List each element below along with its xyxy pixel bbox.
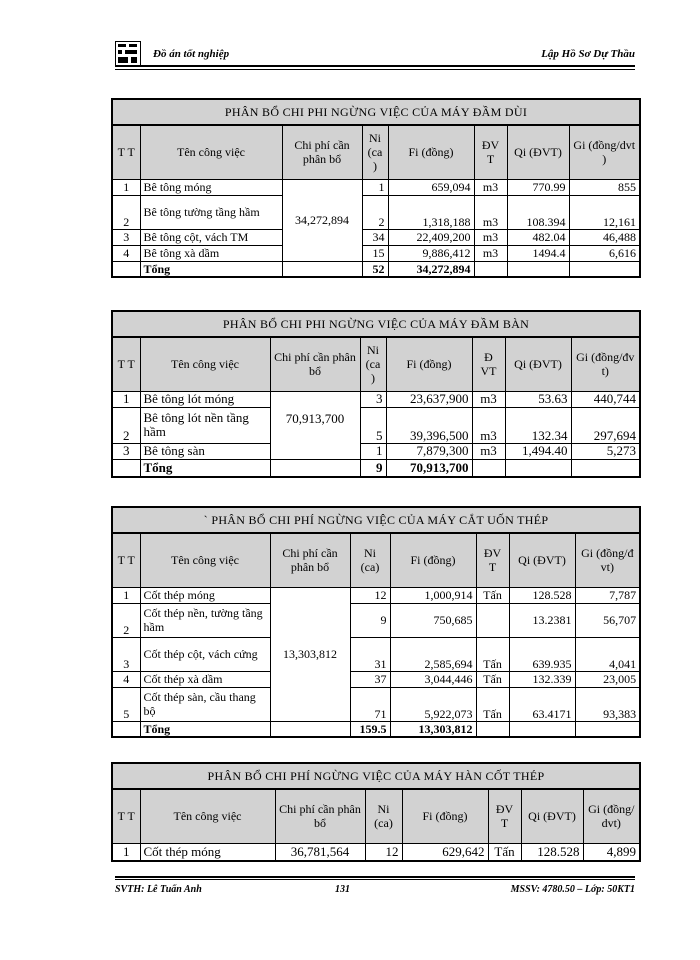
- cell-name: Bê tông sàn: [140, 443, 270, 459]
- col-header-cost: Chi phí cần phân bổ: [270, 533, 350, 587]
- cell-fi: 9,886,412: [388, 245, 474, 261]
- cell-qi: 63.4171: [509, 687, 575, 721]
- cell-gi: 4,899: [583, 843, 640, 861]
- cell-dvt: m3: [474, 229, 507, 245]
- logo: [115, 41, 141, 67]
- cell-tt: 1: [112, 843, 140, 861]
- cell-ni: 37: [350, 671, 390, 687]
- table-row: [112, 603, 640, 637]
- col-header-gi: Gi (đồng/đ vt): [575, 533, 640, 587]
- footer-author: SVTH: Lê Tuấn Anh: [115, 884, 202, 895]
- col-header-cost: Chi phí cần phân bổ: [275, 789, 365, 843]
- col-header-name: Tên công việc: [140, 337, 270, 391]
- cell-qi: 128.528: [521, 843, 583, 861]
- footer-rule: [115, 876, 635, 878]
- table-row: [112, 229, 640, 245]
- cell-qi: 1,494.40: [505, 443, 571, 459]
- cell-gi: 12,161: [569, 195, 640, 229]
- cell-ni: 15: [362, 245, 388, 261]
- col-header-fi: Fi (đồng): [388, 125, 474, 179]
- cell-tt: 3: [112, 229, 140, 245]
- cell-qi: 13.2381: [509, 603, 575, 637]
- cell-dvt: Tấn: [476, 587, 509, 603]
- cell-qi: 53.63: [505, 391, 571, 407]
- cell-tt: 3: [112, 637, 140, 671]
- cell-qi: 770.99: [507, 179, 569, 195]
- cell-name: Cốt thép xà dầm: [140, 671, 270, 687]
- col-header-dvt: ĐV T: [488, 789, 521, 843]
- cell-tt: 3: [112, 443, 140, 459]
- table-han-cot-thep: [111, 762, 641, 862]
- table-row: [112, 587, 640, 603]
- col-header-ni: Ni (ca ): [362, 125, 388, 179]
- cell-qi: 1494.4: [507, 245, 569, 261]
- cell-gi: 7,787: [575, 587, 640, 603]
- cell-cost: 34,272,894: [282, 179, 362, 261]
- table-row: [112, 443, 640, 459]
- col-header-cost: Chi phí cần phân bổ: [270, 337, 360, 391]
- cell-gi: 56,707: [575, 603, 640, 637]
- cell-dvt: m3: [474, 195, 507, 229]
- cell-dvt: Tấn: [476, 671, 509, 687]
- table-title: PHÂN BỔ CHI PHI NGỪNG VIỆC CỦA MÁY ĐẦM BÀN: [112, 311, 640, 337]
- table-title: ` PHÂN BỔ CHI PHÍ NGỪNG VIỆC CỦA MÁY CẮT UỐN THÉP: [112, 507, 640, 533]
- cell-name: Bê tông xà dầm: [140, 245, 282, 261]
- col-header-name: Tên công việc: [140, 533, 270, 587]
- cell-qi: 639.935: [509, 637, 575, 671]
- col-header-qi: Qi (ĐVT): [507, 125, 569, 179]
- cell-name: Bê tông móng: [140, 179, 282, 195]
- cell-ni: 1: [362, 179, 388, 195]
- cell-name: Bê tông lót nền tầng hầm: [140, 407, 270, 443]
- total-ni: 159.5: [350, 721, 390, 737]
- header-rule: [115, 65, 635, 67]
- col-header-dvt: ĐV T: [476, 533, 509, 587]
- total-ni: 9: [360, 459, 386, 477]
- cell-fi: 1,000,914: [390, 587, 476, 603]
- col-header-qi: Qi (ĐVT): [521, 789, 583, 843]
- total-fi: 34,272,894: [388, 261, 474, 277]
- cell-name: Bê tông tường tầng hầm: [140, 195, 282, 229]
- cell-tt: 1: [112, 391, 140, 407]
- table-row: [112, 407, 640, 443]
- cell-dvt: m3: [472, 391, 505, 407]
- cell-name: Bê tông cột, vách TM: [140, 229, 282, 245]
- table-dam-dui: [111, 98, 641, 278]
- table-row: [112, 843, 640, 861]
- page-footer: [115, 876, 635, 896]
- cell-ni: 9: [350, 603, 390, 637]
- table-row: [112, 687, 640, 721]
- total-row: [112, 721, 640, 737]
- col-header-gi: Gi (đồng/đv t): [571, 337, 640, 391]
- total-fi: 13,303,812: [390, 721, 476, 737]
- col-header-tt: T T: [112, 125, 140, 179]
- col-header-cost: Chi phí cần phân bổ: [282, 125, 362, 179]
- cell-dvt: [476, 603, 509, 637]
- table-row: [112, 179, 640, 195]
- cell-gi: 6,616: [569, 245, 640, 261]
- cell-ni: 3: [360, 391, 386, 407]
- cell-tt: 5: [112, 687, 140, 721]
- cell-gi: 4,041: [575, 637, 640, 671]
- cell-tt: 1: [112, 587, 140, 603]
- cell-name: Cốt thép móng: [140, 843, 275, 861]
- cell-fi: 1,318,188: [388, 195, 474, 229]
- cell-ni: 2: [362, 195, 388, 229]
- cell-fi: 629,642: [402, 843, 488, 861]
- cell-gi: 93,383: [575, 687, 640, 721]
- cell-ni: 12: [350, 587, 390, 603]
- cell-ni: 34: [362, 229, 388, 245]
- table-dam-ban: [111, 310, 641, 478]
- col-header-fi: Fi (đồng): [386, 337, 472, 391]
- col-header-tt: T T: [112, 789, 140, 843]
- total-row: [112, 459, 640, 477]
- col-header-dvt: Đ VT: [472, 337, 505, 391]
- table-row: [112, 391, 640, 407]
- cell-gi: 46,488: [569, 229, 640, 245]
- table-cat-uon-thep: [111, 506, 641, 738]
- cell-ni: 31: [350, 637, 390, 671]
- table-row: [112, 245, 640, 261]
- cell-fi: 750,685: [390, 603, 476, 637]
- table-title: PHÂN BỔ CHI PHÍ NGỪNG VIỆC CỦA MÁY HÀN CỐT THÉP: [112, 763, 640, 789]
- cell-cost: 36,781,564: [275, 843, 365, 861]
- col-header-tt: T T: [112, 533, 140, 587]
- table-row: [112, 637, 640, 671]
- cell-name: Bê tông lót móng: [140, 391, 270, 407]
- cell-qi: 108.394: [507, 195, 569, 229]
- page-number: 131: [335, 884, 350, 895]
- cell-name: Cốt thép móng: [140, 587, 270, 603]
- header-left-text: Đồ án tốt nghiệp: [153, 48, 230, 60]
- col-header-gi: Gi (đồng/dvt ): [569, 125, 640, 179]
- cell-name: Cốt thép cột, vách cứng: [140, 637, 270, 671]
- cell-ni: 1: [360, 443, 386, 459]
- cell-gi: 5,273: [571, 443, 640, 459]
- cell-ni: 12: [365, 843, 402, 861]
- cell-fi: 7,879,300: [386, 443, 472, 459]
- page-header: [115, 41, 635, 67]
- cell-tt: 1: [112, 179, 140, 195]
- cell-name: Cốt thép nền, tường tầng hầm: [140, 603, 270, 637]
- cell-fi: 2,585,694: [390, 637, 476, 671]
- cell-dvt: Tấn: [488, 843, 521, 861]
- total-fi: 70,913,700: [386, 459, 472, 477]
- col-header-dvt: ĐV T: [474, 125, 507, 179]
- cell-tt: 4: [112, 671, 140, 687]
- col-header-name: Tên công việc: [140, 125, 282, 179]
- cell-qi: 482.04: [507, 229, 569, 245]
- col-header-tt: T T: [112, 337, 140, 391]
- cell-gi: 855: [569, 179, 640, 195]
- col-header-fi: Fi (đồng): [402, 789, 488, 843]
- col-header-qi: Qi (ĐVT): [509, 533, 575, 587]
- cell-tt: 4: [112, 245, 140, 261]
- cell-fi: 5,922,073: [390, 687, 476, 721]
- col-header-gi: Gi (đồng/ dvt): [583, 789, 640, 843]
- cell-fi: 3,044,446: [390, 671, 476, 687]
- cell-cost: 70,913,700: [270, 391, 360, 459]
- col-header-qi: Qi (ĐVT): [505, 337, 571, 391]
- cell-ni: 5: [360, 407, 386, 443]
- header-rule-thin: [115, 69, 635, 70]
- cell-tt: 2: [112, 195, 140, 229]
- col-header-fi: Fi (đồng): [390, 533, 476, 587]
- col-header-ni: Ni (ca ): [360, 337, 386, 391]
- cell-ni: 71: [350, 687, 390, 721]
- cell-fi: 22,409,200: [388, 229, 474, 245]
- cell-qi: 132.34: [505, 407, 571, 443]
- cell-dvt: Tấn: [476, 687, 509, 721]
- col-header-ni: Ni (ca): [365, 789, 402, 843]
- cell-gi: 440,744: [571, 391, 640, 407]
- header-right-text: Lập Hồ Sơ Dự Thầu: [541, 48, 635, 60]
- total-label: Tổng: [140, 721, 270, 737]
- footer-student-info: MSSV: 4780.50 – Lớp: 50KT1: [510, 884, 635, 895]
- cell-fi: 659,094: [388, 179, 474, 195]
- cell-dvt: m3: [472, 407, 505, 443]
- cell-dvt: m3: [472, 443, 505, 459]
- cell-dvt: m3: [474, 245, 507, 261]
- cell-cost: 13,303,812: [270, 587, 350, 721]
- total-ni: 52: [362, 261, 388, 277]
- col-header-name: Tên công việc: [140, 789, 275, 843]
- total-label: Tổng: [140, 261, 282, 277]
- col-header-ni: Ni (ca): [350, 533, 390, 587]
- cell-dvt: m3: [474, 179, 507, 195]
- cell-fi: 39,396,500: [386, 407, 472, 443]
- cell-tt: 2: [112, 407, 140, 443]
- cell-gi: 297,694: [571, 407, 640, 443]
- cell-name: Cốt thép sàn, cầu thang bộ: [140, 687, 270, 721]
- cell-gi: 23,005: [575, 671, 640, 687]
- cell-qi: 128.528: [509, 587, 575, 603]
- table-row: [112, 195, 640, 229]
- footer-rule-thin: [115, 879, 635, 880]
- table-row: [112, 671, 640, 687]
- cell-qi: 132.339: [509, 671, 575, 687]
- total-label: Tổng: [140, 459, 270, 477]
- total-row: [112, 261, 640, 277]
- cell-dvt: Tấn: [476, 637, 509, 671]
- table-title: PHÂN BỔ CHI PHI NGỪNG VIỆC CỦA MÁY ĐẦM DÙI: [112, 99, 640, 125]
- cell-fi: 23,637,900: [386, 391, 472, 407]
- cell-tt: 2: [112, 603, 140, 637]
